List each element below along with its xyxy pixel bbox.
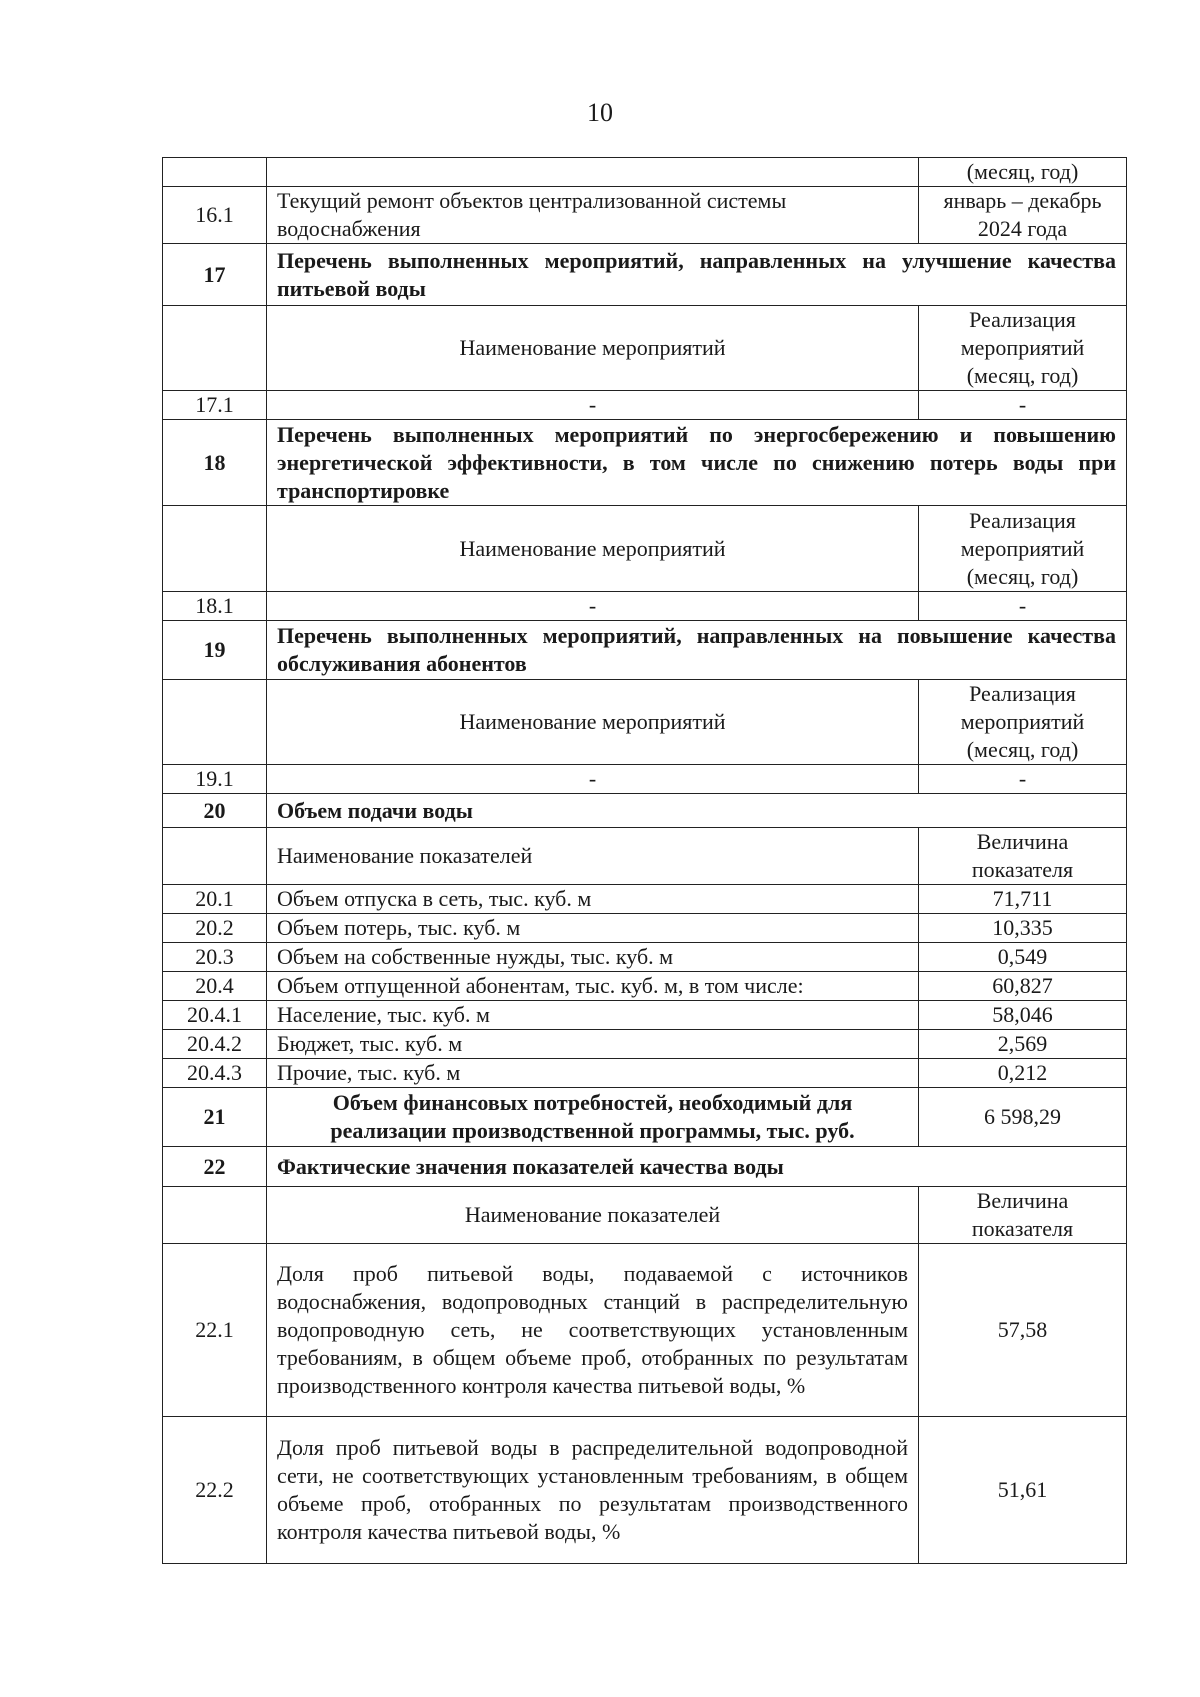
table-row <box>163 1059 1127 1088</box>
section-number: 18 <box>163 420 267 506</box>
row-name <box>267 158 919 187</box>
row-number: 20.2 <box>163 914 267 943</box>
section-header-row <box>163 794 1127 828</box>
row-number <box>163 828 267 885</box>
row-value: - <box>919 765 1127 794</box>
section-header-row <box>163 1147 1127 1187</box>
table-row <box>163 885 1127 914</box>
row-name: Текущий ремонт объектов централизованной системы водоснабжения <box>267 187 919 244</box>
column-header-row <box>163 828 1127 885</box>
column-header-row <box>163 306 1127 391</box>
row-value: 0,212 <box>919 1059 1127 1088</box>
row-name: Бюджет, тыс. куб. м <box>267 1030 919 1059</box>
row-value: 6 598,29 <box>919 1088 1127 1147</box>
column-header-name: Наименование показателей <box>267 1187 919 1244</box>
row-number: 20.1 <box>163 885 267 914</box>
table-row <box>163 1244 1127 1417</box>
table-row <box>163 972 1127 1001</box>
row-number: 20.4.2 <box>163 1030 267 1059</box>
row-number <box>163 306 267 391</box>
row-number: 20.4.3 <box>163 1059 267 1088</box>
row-value: 58,046 <box>919 1001 1127 1030</box>
row-name: Доля проб питьевой воды в распределительной водопроводной сети, не соответствующих установленным требованиям, в общем объеме проб, отобранных по результатам производственного контроля качества питьевой воды, % <box>267 1417 919 1564</box>
column-header-name: Наименование мероприятий <box>267 680 919 765</box>
row-number: 22.1 <box>163 1244 267 1417</box>
row-number <box>163 158 267 187</box>
row-number <box>163 680 267 765</box>
table-row <box>163 187 1127 244</box>
section-title: Перечень выполненных мероприятий по энергосбережению и повышению энергетической эффективности, в том числе по снижению потерь воды при транспортировке <box>267 420 1127 506</box>
column-header-name: Наименование показателей <box>267 828 919 885</box>
section-title: Перечень выполненных мероприятий, направленных на повышение качества обслуживания абонентов <box>267 621 1127 680</box>
row-number: 16.1 <box>163 187 267 244</box>
table-row <box>163 592 1127 621</box>
row-name: Население, тыс. куб. м <box>267 1001 919 1030</box>
section-header-row <box>163 1088 1127 1147</box>
column-header-value: Реализация мероприятий (месяц, год) <box>919 506 1127 592</box>
column-header-value: Реализация мероприятий (месяц, год) <box>919 680 1127 765</box>
row-name: Объем отпуска в сеть, тыс. куб. м <box>267 885 919 914</box>
row-number: 18.1 <box>163 592 267 621</box>
column-header-row <box>163 1187 1127 1244</box>
section-header-row <box>163 420 1127 506</box>
section-number: 20 <box>163 794 267 828</box>
table-row <box>163 391 1127 420</box>
column-header-row <box>163 506 1127 592</box>
row-name: Доля проб питьевой воды, подаваемой с источников водоснабжения, водопроводных станций в распределительную водопроводную сеть, не соответствующих установленным требованиям, в общем объеме проб, отобранных по результатам производственного контроля качества питьевой воды, % <box>267 1244 919 1417</box>
row-number: 17.1 <box>163 391 267 420</box>
section-title: Перечень выполненных мероприятий, направленных на улучшение качества питьевой воды <box>267 244 1127 306</box>
row-value: январь – декабрь 2024 года <box>919 187 1127 244</box>
table-row <box>163 1001 1127 1030</box>
row-value: 10,335 <box>919 914 1127 943</box>
row-name: Объем потерь, тыс. куб. м <box>267 914 919 943</box>
section-header-row <box>163 621 1127 680</box>
row-value: 57,58 <box>919 1244 1127 1417</box>
row-value: - <box>919 391 1127 420</box>
row-value: 60,827 <box>919 972 1127 1001</box>
row-value: - <box>919 592 1127 621</box>
page-number: 10 <box>587 98 613 127</box>
row-number: 20.4.1 <box>163 1001 267 1030</box>
table-row <box>163 1417 1127 1564</box>
row-value: 2,569 <box>919 1030 1127 1059</box>
column-header-value: Величина показателя <box>919 828 1127 885</box>
row-number <box>163 1187 267 1244</box>
row-value: 51,61 <box>919 1417 1127 1564</box>
production-program-table <box>162 157 1127 1564</box>
row-value: 71,711 <box>919 885 1127 914</box>
section-number: 21 <box>163 1088 267 1147</box>
column-header-value: Величина показателя <box>919 1187 1127 1244</box>
row-name: Объем на собственные нужды, тыс. куб. м <box>267 943 919 972</box>
row-number <box>163 506 267 592</box>
section-number: 19 <box>163 621 267 680</box>
section-title: Фактические значения показателей качества воды <box>267 1147 1127 1187</box>
section-title: Объем подачи воды <box>267 794 1127 828</box>
table-row <box>163 914 1127 943</box>
table-row <box>163 1030 1127 1059</box>
row-name: - <box>267 391 919 420</box>
column-header-value: Реализация мероприятий (месяц, год) <box>919 306 1127 391</box>
column-header-name: Наименование мероприятий <box>267 506 919 592</box>
row-number: 20.4 <box>163 972 267 1001</box>
row-value: 0,549 <box>919 943 1127 972</box>
table-row <box>163 943 1127 972</box>
section-number: 17 <box>163 244 267 306</box>
row-number: 19.1 <box>163 765 267 794</box>
row-name: - <box>267 765 919 794</box>
row-name: Прочие, тыс. куб. м <box>267 1059 919 1088</box>
section-number: 22 <box>163 1147 267 1187</box>
table-row <box>163 765 1127 794</box>
row-value: (месяц, год) <box>919 158 1127 187</box>
table-row <box>163 158 1127 187</box>
section-title: Объем финансовых потребностей, необходимый для реализации производственной программы, тыс. руб. <box>267 1088 919 1147</box>
column-header-row <box>163 680 1127 765</box>
row-number: 20.3 <box>163 943 267 972</box>
section-header-row <box>163 244 1127 306</box>
row-name: - <box>267 592 919 621</box>
row-number: 22.2 <box>163 1417 267 1564</box>
row-name: Объем отпущенной абонентам, тыс. куб. м, в том числе: <box>267 972 919 1001</box>
column-header-name: Наименование мероприятий <box>267 306 919 391</box>
